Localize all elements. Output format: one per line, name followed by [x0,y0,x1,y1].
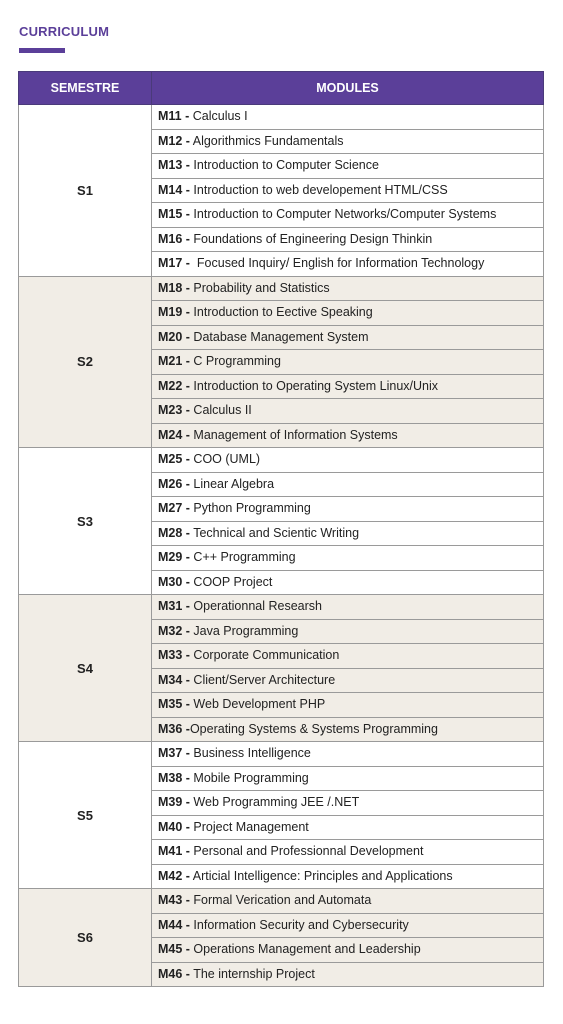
module-cell [152,350,544,375]
module-title: Database Management System [189,329,369,344]
module-title: C Programming [189,354,281,369]
module-code: M22 - [158,378,190,393]
module-cell [152,619,544,644]
module-title: Linear Algebra [189,476,275,491]
module-cell [152,448,544,473]
module-cell [152,497,544,522]
module-cell [152,325,544,350]
module-title: Technical and Scientic Writing [189,525,360,540]
module-code: M41 - [158,844,190,859]
module-code: M21 - [158,354,190,369]
module-code: M28 - [158,525,190,540]
module-title: Operating Systems & Systems Programming [189,721,438,736]
module-code: M23 - [158,403,190,418]
module-title: Introduction to web developement HTML/CSS [189,182,448,197]
module-cell [152,423,544,448]
module-cell [152,154,544,179]
module-cell [152,301,544,326]
module-cell [152,521,544,546]
module-cell [152,889,544,914]
module-code: M31 - [158,599,190,614]
module-cell [152,717,544,742]
module-cell [152,203,544,228]
module-title: Information Security and Cybersecurity [189,917,409,932]
module-code: M18 - [158,280,190,295]
module-code: M19 - [158,305,190,320]
module-code: M40 - [158,819,190,834]
module-title: Web Development PHP [189,697,326,712]
module-cell [152,644,544,669]
module-cell [152,595,544,620]
module-title: C++ Programming [189,550,296,565]
module-cell [152,129,544,154]
module-code: M11 - [158,109,190,124]
module-cell [152,668,544,693]
module-cell [152,766,544,791]
column-header-modules: MODULES [152,72,544,105]
column-header-semestre: SEMESTRE [19,72,152,105]
module-code: M38 - [158,770,190,785]
module-title: Java Programming [189,623,299,638]
module-code: M39 - [158,795,190,810]
module-title: Foundations of Engineering Design Thinkin [189,231,433,246]
module-code: M34 - [158,672,190,687]
module-code: M27 - [158,501,190,516]
module-title: The internship Project [189,966,315,981]
semester-cell: S2 [19,276,152,448]
semester-cell: S5 [19,742,152,889]
module-code: M45 - [158,942,190,957]
module-code: M16 - [158,231,190,246]
module-title: Focused Inquiry/ English for Information Technology [189,256,485,271]
module-cell [152,864,544,889]
module-title: Introduction to Eective Speaking [189,305,373,320]
table-header-row [19,72,544,105]
module-title: Corporate Communication [189,648,340,663]
curriculum-body [19,105,544,987]
module-cell [152,105,544,130]
module-title: Business Intelligence [189,746,311,761]
module-cell [152,472,544,497]
semester-cell: S4 [19,595,152,742]
module-cell [152,570,544,595]
module-code: M24 - [158,427,190,442]
module-code: M12 - [158,133,190,148]
module-cell [152,276,544,301]
module-title: Articial Intelligence: Principles and Applications [189,868,453,883]
module-title: Introduction to Operating System Linux/Unix [189,378,438,393]
module-cell [152,546,544,571]
table-row [19,595,544,620]
table-row [19,742,544,767]
module-cell [152,227,544,252]
module-title: Probability and Statistics [189,280,330,295]
module-cell [152,252,544,277]
semester-cell: S6 [19,889,152,987]
module-code: M44 - [158,917,190,932]
table-row [19,889,544,914]
module-cell [152,840,544,865]
table-row [19,276,544,301]
module-code: M26 - [158,476,190,491]
module-code: M46 - [158,966,190,981]
module-code: M20 - [158,329,190,344]
module-title: Calculus I [189,109,248,124]
module-title: Formal Verication and Automata [189,893,372,908]
module-title: Operations Management and Leadership [189,942,421,957]
module-title: Python Programming [189,501,311,516]
module-title: Introduction to Computer Science [189,158,379,173]
module-code: M36 - [158,721,190,736]
semester-cell: S1 [19,105,152,277]
module-code: M37 - [158,746,190,761]
page-title: CURRICULUM [19,24,110,39]
module-code: M15 - [158,207,190,222]
module-cell [152,815,544,840]
module-code: M17 - [158,256,190,271]
module-cell [152,938,544,963]
module-code: M33 - [158,648,190,663]
module-code: M29 - [158,550,190,565]
module-cell [152,178,544,203]
module-cell [152,374,544,399]
module-code: M14 - [158,182,190,197]
semester-cell: S3 [19,448,152,595]
module-cell [152,399,544,424]
module-code: M13 - [158,158,190,173]
module-code: M42 - [158,868,190,883]
module-code: M30 - [158,574,190,589]
table-row [19,105,544,130]
module-title: Mobile Programming [189,770,309,785]
module-title: COO (UML) [189,452,261,467]
module-cell [152,742,544,767]
module-title: Introduction to Computer Networks/Computer Systems [189,207,497,222]
module-title: Personal and Professionnal Development [189,844,424,859]
module-cell [152,962,544,987]
table-row [19,448,544,473]
module-title: Client/Server Architecture [189,672,336,687]
module-title: Management of Information Systems [189,427,398,442]
title-underline [19,48,65,53]
module-cell [152,913,544,938]
module-cell [152,693,544,718]
module-title: COOP Project [189,574,273,589]
module-code: M43 - [158,893,190,908]
module-title: Web Programming JEE /.NET [189,795,360,810]
curriculum-table [18,71,544,987]
module-title: Project Management [189,819,309,834]
module-title: Operationnal Researsh [189,599,322,614]
module-cell [152,791,544,816]
module-code: M35 - [158,697,190,712]
module-code: M25 - [158,452,190,467]
module-title: Algorithmics Fundamentals [189,133,344,148]
module-title: Calculus II [189,403,252,418]
module-code: M32 - [158,623,190,638]
